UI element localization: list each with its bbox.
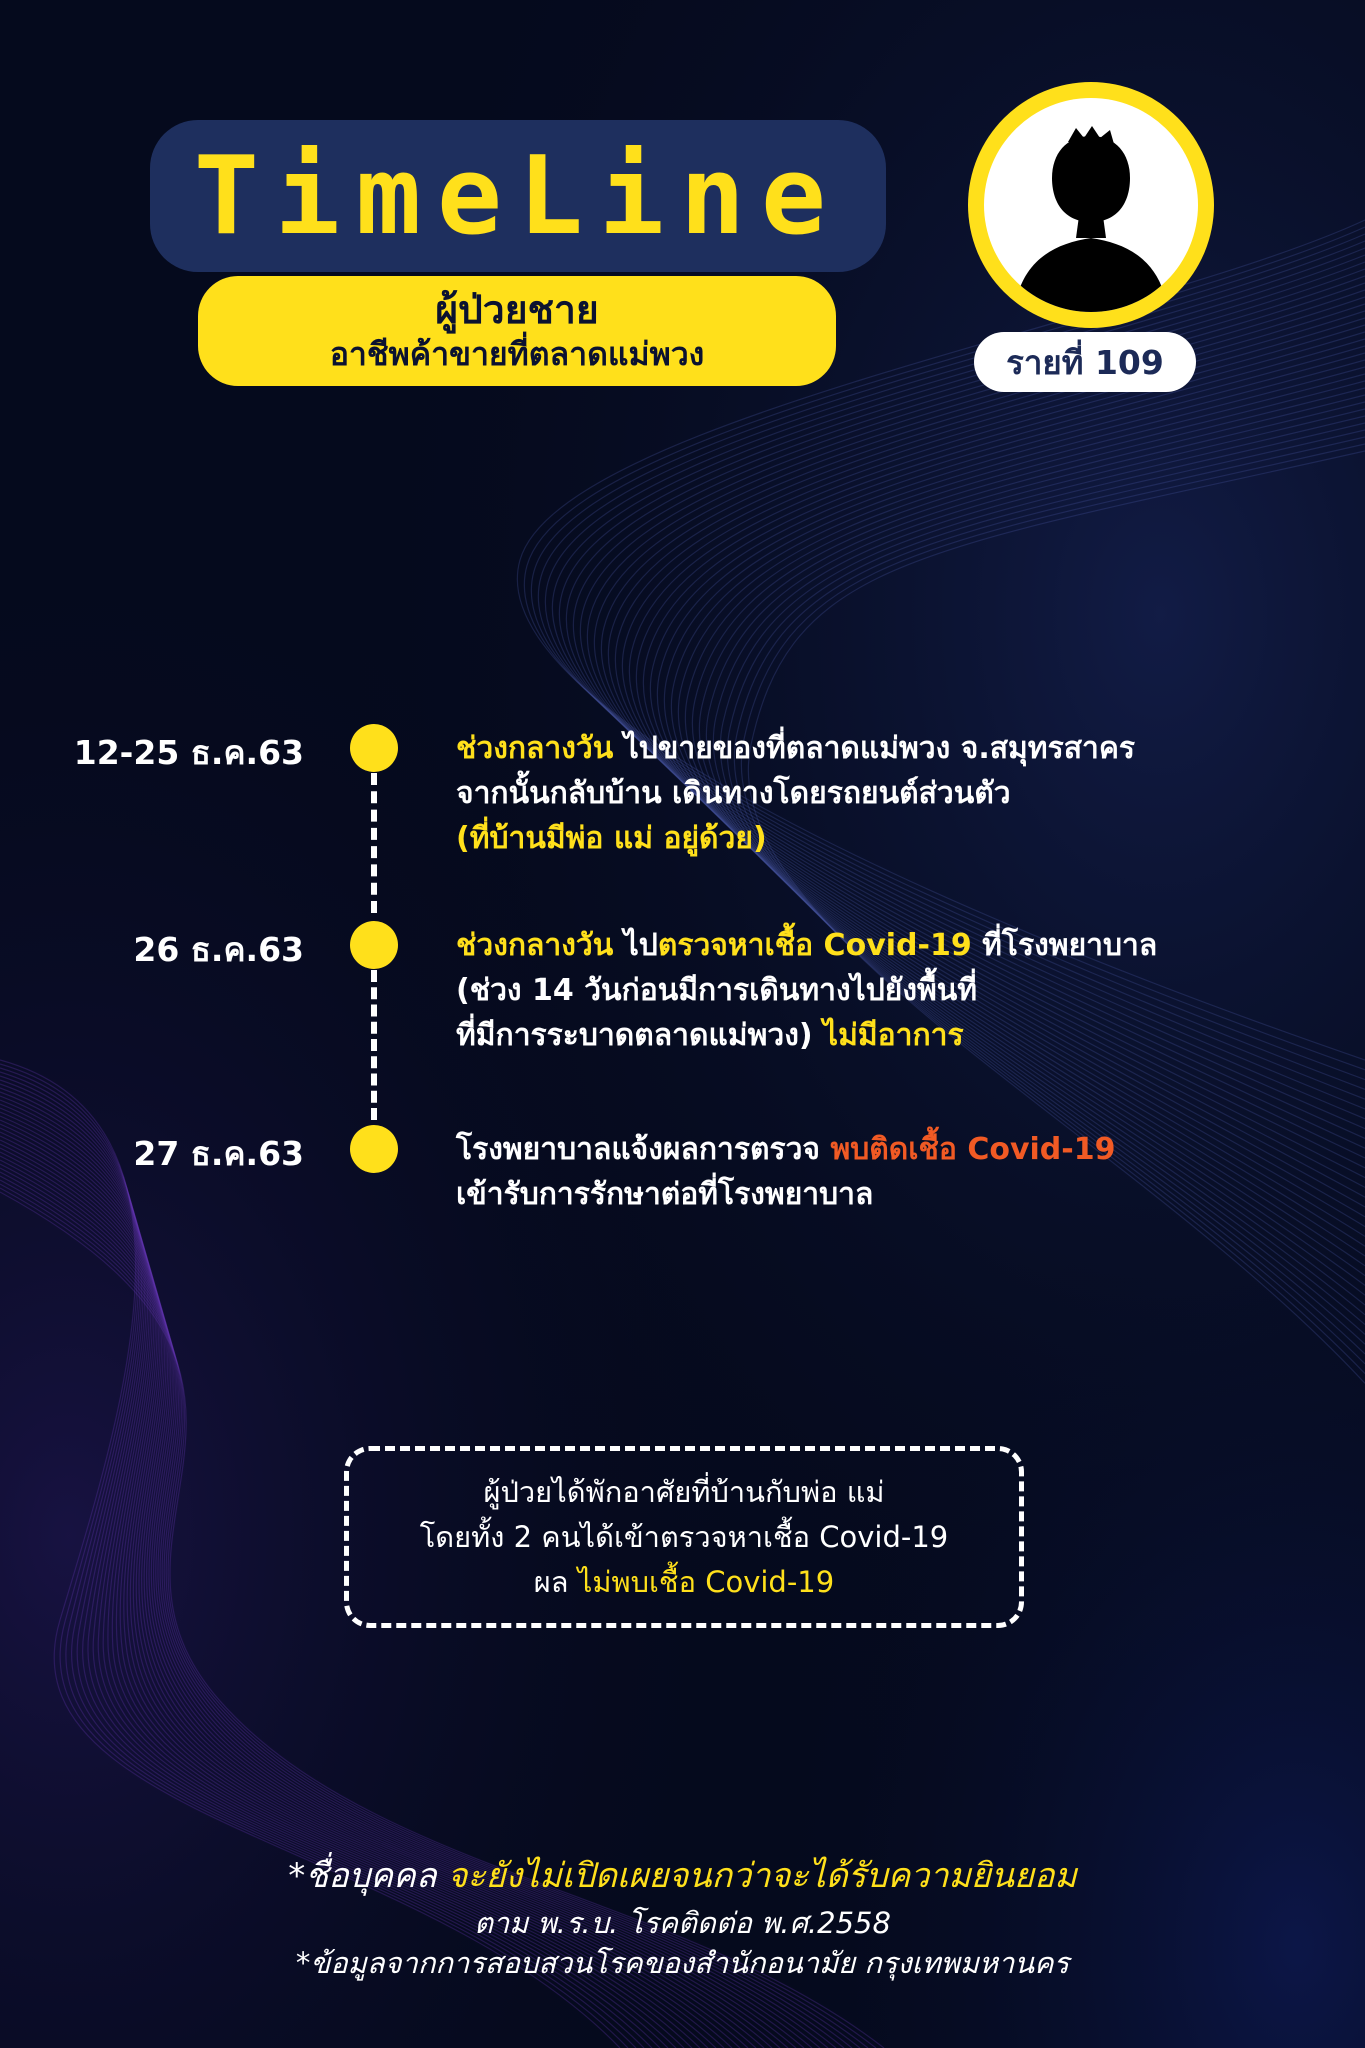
timeline-event-text: โรงพยาบาลแจ้งผลการตรวจ พบติดเชื้อ Covid-19 เข้ารับการรักษาต่อที่โรงพยาบาล	[456, 1132, 1116, 1212]
timeline-event-text: ช่วงกลางวัน ไปตรวจหาเชื้อ Covid-19 ที่โรงพยาบาล (ช่วง 14 วันก่อนมีการเดินทางไปยังพื้นที่ ที่มีการระบาดตลาดแม่พวง) ไม่มีอาการ	[456, 928, 1158, 1053]
patient-occupation-label: อาชีพค้าขายที่ตลาดแม่พวง	[329, 335, 705, 373]
page-title: TimeLine	[193, 133, 843, 259]
avatar	[968, 82, 1214, 328]
person-silhouette-icon	[984, 98, 1198, 312]
patient-gender-label: ผู้ป่วยชาย	[435, 288, 599, 333]
patient-description-banner	[198, 276, 836, 386]
timeline-dot	[350, 724, 398, 772]
timeline-dot	[350, 1125, 398, 1173]
timeline-date: 27 ธ.ค.63	[133, 1134, 304, 1173]
timeline-connector	[371, 970, 377, 1120]
timeline-date: 26 ธ.ค.63	[133, 930, 304, 969]
case-number-badge: รายที่ 109	[974, 332, 1196, 392]
data-source-note: *ข้อมูลจากการสอบสวนโรคของสำนักอนามัย กรุงเทพมหานคร	[295, 1946, 1070, 1980]
timeline-dot	[350, 921, 398, 969]
privacy-disclaimer: *ชื่อบุคคล จะยังไม่เปิดเผยจนกว่าจะได้รับความยินยอม	[288, 1856, 1077, 1896]
family-test-note: ผู้ป่วยได้พักอาศัยที่บ้านกับพ่อ แม่ โดยทั้ง 2 คนได้เข้าตรวจหาเชื้อ Covid-19 ผล ไม่พบเชื้อ Covid-19	[344, 1446, 1024, 1628]
timeline-event-text: ช่วงกลางวัน ไปขายของที่ตลาดแม่พวง จ.สมุทรสาคร จากนั้นกลับบ้าน เดินทางโดยรถยนต์ส่วนตัว (ที่บ้านมีพ่อ แม่ อยู่ด้วย)	[456, 731, 1136, 856]
timeline-date: 12-25 ธ.ค.63	[73, 733, 304, 772]
timeline-connector	[371, 773, 377, 913]
legal-reference: ตาม พ.ร.บ. โรคติดต่อ พ.ศ.2558	[474, 1906, 891, 1940]
